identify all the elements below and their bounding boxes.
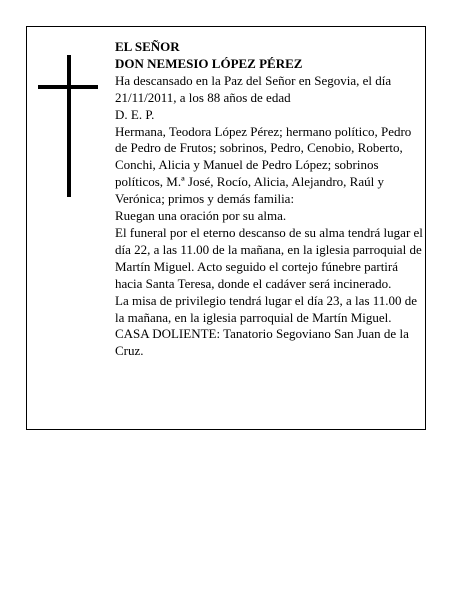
mass-paragraph: La misa de privilegio tendrá lugar el día 23, a las 11.00 de la mañana, en la iglesia parroquial de Martín Miguel. bbox=[115, 292, 418, 325]
obituary-notice bbox=[26, 26, 426, 430]
family-paragraph: Hermana, Teodora López Pérez; hermano político, Pedro de Pedro de Frutos; sobrinos, Pedro, Cenobio, Roberto, Conchi, Alicia y Manuel de Pedro López; sobrinos políticos, M.ª José, Rocío, Alicia, Alejandro, Raúl y Verónica; primos y demás familia: bbox=[115, 123, 412, 207]
cross-horizontal-bar bbox=[38, 85, 98, 89]
heading-title: EL SEÑOR bbox=[115, 39, 180, 54]
obituary-text bbox=[115, 39, 425, 360]
deceased-name: DON NEMESIO LÓPEZ PÉREZ bbox=[115, 55, 303, 71]
funeral-paragraph: El funeral por el eterno descanso de su alma tendrá lugar el día 22, a las 11.00 de la mañana, en la iglesia parroquial de Martín Miguel. Acto seguido el cortejo fúnebre partirá hacia Santa Teresa, donde el cadáver será incinerado. bbox=[115, 224, 423, 291]
dep-line: D. E. P. bbox=[115, 106, 155, 122]
funeral-home-line: CASA DOLIENTE: Tanatorio Segoviano San Juan de la Cruz. bbox=[115, 326, 409, 359]
cross-vertical-bar bbox=[67, 55, 71, 197]
prayer-line: Ruegan una oración por su alma. bbox=[115, 208, 287, 224]
intro-paragraph: Ha descansado en la Paz del Señor en Segovia, el día 21/11/2011, a los 88 años de edad bbox=[115, 72, 392, 105]
